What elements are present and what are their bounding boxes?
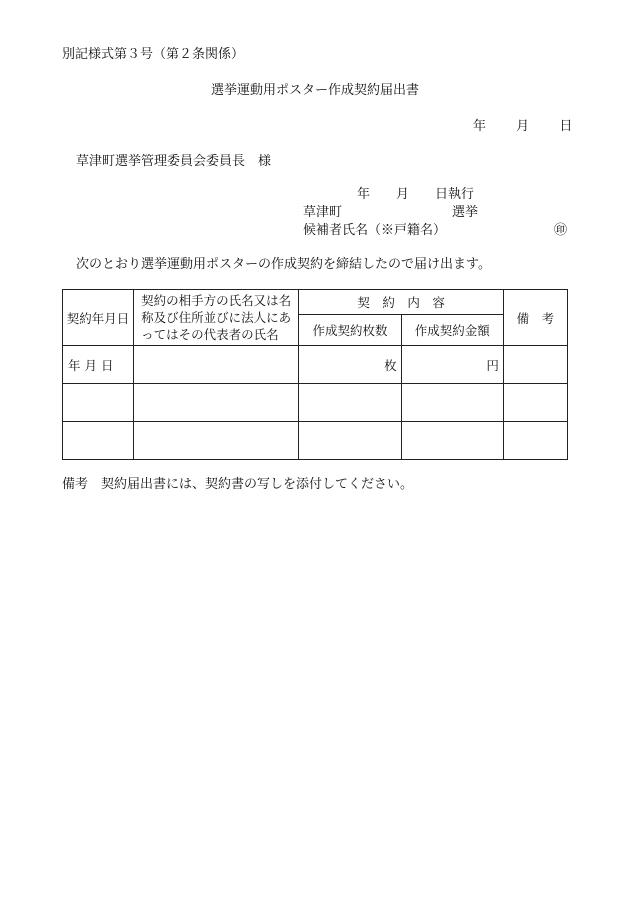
recipient-line: 草津町選挙管理委員会委員長 様 [76, 154, 272, 169]
day-label: 日 [559, 119, 573, 134]
row-amount-cell[interactable] [401, 384, 503, 422]
election-line [303, 206, 478, 219]
row-amount-cell[interactable] [401, 422, 503, 460]
remarks-note: 備考 契約届出書には、契約書の写しを添付してください。 [62, 477, 414, 492]
submission-date [473, 120, 572, 133]
row-count-cell[interactable] [299, 384, 401, 422]
row-date-cell[interactable] [63, 384, 134, 422]
row-remarks-cell[interactable] [503, 346, 567, 384]
row-remarks-cell[interactable] [503, 384, 567, 422]
seal-mark-icon: ㊞ [554, 223, 568, 238]
row-party-cell[interactable] [134, 422, 299, 460]
row-party-cell[interactable] [134, 384, 299, 422]
row-amount-cell[interactable]: 円 [401, 346, 503, 384]
form-number-label: 別記様式第３号（第２条関係） [62, 47, 245, 62]
candidate-name-label: 候補者氏名（※戸籍名） [303, 223, 447, 238]
row-date-cell[interactable] [63, 422, 134, 460]
execution-date: 年 月 日執行 [357, 187, 475, 202]
header-contract-party: 契約の相手方の氏名又は名称及び住所並びに法人にあってはその代表者の氏名 [134, 290, 299, 346]
year-label: 年 [473, 119, 487, 134]
document-title: 選挙運動用ポスター作成契約届出書 [210, 83, 419, 98]
town-name: 草津町 [303, 205, 343, 220]
table-row [63, 384, 568, 422]
row-count-cell[interactable]: 枚 [299, 346, 401, 384]
election-label: 選挙 [452, 205, 479, 220]
header-contract-date: 契約年月日 [63, 290, 134, 346]
header-contract-amount: 作成契約金額 [401, 314, 503, 345]
table-row [63, 422, 568, 460]
intro-statement: 次のとおり選挙運動用ポスターの作成契約を締結したので届け出ます。 [76, 257, 491, 272]
row-remarks-cell[interactable] [503, 422, 567, 460]
row-party-cell[interactable] [134, 346, 299, 384]
header-remarks: 備 考 [503, 290, 567, 346]
row-date-cell[interactable]: 年 月 日 [63, 346, 134, 384]
header-poster-count: 作成契約枚数 [299, 314, 401, 345]
contract-table [62, 289, 568, 460]
row-count-cell[interactable] [299, 422, 401, 460]
month-label: 月 [516, 119, 530, 134]
header-contract-details: 契 約 内 容 [299, 290, 503, 315]
table-row [63, 346, 568, 384]
